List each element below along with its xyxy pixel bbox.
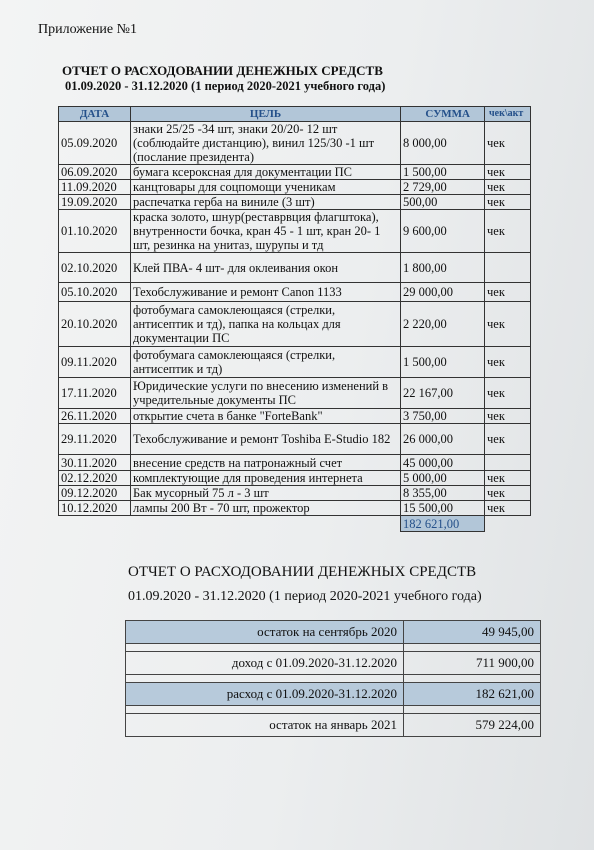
appendix-label: Приложение №1 (38, 22, 137, 37)
date-cell: 20.10.2020 (59, 302, 131, 347)
amount-cell: 22 167,00 (401, 378, 485, 409)
table-row (59, 253, 531, 283)
purpose-cell: Клей ПВА- 4 шт- для оклеивания окон (131, 253, 401, 283)
summary-row-income (126, 652, 541, 675)
table-row (59, 378, 531, 409)
summary-value: 711 900,00 (404, 652, 541, 675)
purpose-cell: внесение средств на патронажный счет (131, 455, 401, 471)
amount-cell: 5 000,00 (401, 471, 485, 486)
table-row (59, 486, 531, 501)
document-cell: чек (485, 180, 531, 195)
table-row (59, 122, 531, 165)
table-row (59, 455, 531, 471)
amount-cell: 8 000,00 (401, 122, 485, 165)
summary-value: 579 224,00 (404, 714, 541, 737)
document-cell: чек (485, 283, 531, 302)
table-row (59, 409, 531, 424)
amount-cell: 26 000,00 (401, 424, 485, 455)
document-cell: чек (485, 122, 531, 165)
document-cell: чек (485, 165, 531, 180)
document-cell: чек (485, 471, 531, 486)
purpose-cell: лампы 200 Вт - 70 шт, прожектор (131, 501, 401, 516)
date-cell: 11.09.2020 (59, 180, 131, 195)
date-cell: 02.10.2020 (59, 253, 131, 283)
date-cell: 02.12.2020 (59, 471, 131, 486)
summary-table (125, 620, 541, 737)
summary-label: остаток на сентябрь 2020 (126, 621, 404, 644)
document-cell: чек (485, 378, 531, 409)
table-row (59, 283, 531, 302)
amount-cell: 2 729,00 (401, 180, 485, 195)
amount-cell: 29 000,00 (401, 283, 485, 302)
table-row (59, 165, 531, 180)
amount-cell: 2 220,00 (401, 302, 485, 347)
column-header-date: ДАТА (59, 107, 131, 122)
purpose-cell: краска золото, шнур(реставрвция флагштока), внутренности бочка, кран 45 - 1 шт, кран 20- 1 шт, резинка на унитаз, шурупы и тд (131, 210, 401, 253)
table-row (59, 424, 531, 455)
purpose-cell: бумага ксероксная для документации ПС (131, 165, 401, 180)
table-row (59, 210, 531, 253)
amount-cell: 1 500,00 (401, 165, 485, 180)
date-cell: 09.11.2020 (59, 347, 131, 378)
document-cell: чек (485, 347, 531, 378)
document-cell: чек (485, 302, 531, 347)
summary-label: доход с 01.09.2020-31.12.2020 (126, 652, 404, 675)
date-cell: 30.11.2020 (59, 455, 131, 471)
report-period: 01.09.2020 - 31.12.2020 (1 период 2020-2021 учебного года) (65, 79, 386, 93)
purpose-cell: Техобслуживание и ремонт Toshiba E-Studio 182 (131, 424, 401, 455)
table-row (59, 195, 531, 210)
amount-cell: 9 600,00 (401, 210, 485, 253)
amount-cell: 1 500,00 (401, 347, 485, 378)
purpose-cell: Техобслуживание и ремонт Canon 1133 (131, 283, 401, 302)
purpose-cell: распечатка герба на виниле (3 шт) (131, 195, 401, 210)
summary-label: остаток на январь 2021 (126, 714, 404, 737)
summary-period: 01.09.2020 - 31.12.2020 (1 период 2020-2021 учебного года) (128, 589, 482, 604)
total-amount: 182 621,00 (401, 516, 485, 532)
expenses-table (58, 106, 531, 532)
summary-row-expense (126, 683, 541, 706)
purpose-cell: Бак мусорный 75 л - 3 шт (131, 486, 401, 501)
purpose-cell: комплектующие для проведения интернета (131, 471, 401, 486)
document-cell: чек (485, 210, 531, 253)
summary-label: расход с 01.09.2020-31.12.2020 (126, 683, 404, 706)
purpose-cell: знаки 25/25 -34 шт, знаки 20/20- 12 шт (соблюдайте дистанцию), винил 125/30 -1 шт (послание президента) (131, 122, 401, 165)
amount-cell: 15 500,00 (401, 501, 485, 516)
date-cell: 01.10.2020 (59, 210, 131, 253)
report-title: ОТЧЕТ О РАСХОДОВАНИИ ДЕНЕЖНЫХ СРЕДСТВ (62, 63, 383, 78)
date-cell: 26.11.2020 (59, 409, 131, 424)
document-cell: чек (485, 486, 531, 501)
table-row (59, 471, 531, 486)
column-header-purpose: ЦЕЛЬ (131, 107, 401, 122)
document-cell: чек (485, 409, 531, 424)
table-row (59, 501, 531, 516)
amount-cell: 8 355,00 (401, 486, 485, 501)
date-cell: 17.11.2020 (59, 378, 131, 409)
summary-value: 49 945,00 (404, 621, 541, 644)
date-cell: 10.12.2020 (59, 501, 131, 516)
purpose-cell: канцтовары для соцпомощи ученикам (131, 180, 401, 195)
document-cell: чек (485, 424, 531, 455)
summary-title: ОТЧЕТ О РАСХОДОВАНИИ ДЕНЕЖНЫХ СРЕДСТВ (128, 564, 477, 580)
amount-cell: 500,00 (401, 195, 485, 210)
table-header-row (59, 107, 531, 122)
summary-value: 182 621,00 (404, 683, 541, 706)
table-row (59, 302, 531, 347)
summary-row-closing-balance (126, 714, 541, 737)
purpose-cell: открытие счета в банке "ForteBank" (131, 409, 401, 424)
amount-cell: 1 800,00 (401, 253, 485, 283)
date-cell: 05.09.2020 (59, 122, 131, 165)
summary-row-opening-balance (126, 621, 541, 644)
date-cell: 19.09.2020 (59, 195, 131, 210)
document-cell: чек (485, 195, 531, 210)
date-cell: 29.11.2020 (59, 424, 131, 455)
date-cell: 09.12.2020 (59, 486, 131, 501)
document-cell (485, 253, 531, 283)
purpose-cell: Юридические услуги по внесению изменений в учредительные документы ПС (131, 378, 401, 409)
amount-cell: 3 750,00 (401, 409, 485, 424)
amount-cell: 45 000,00 (401, 455, 485, 471)
table-row (59, 180, 531, 195)
date-cell: 05.10.2020 (59, 283, 131, 302)
column-header-document: чек\акт (485, 107, 531, 122)
table-row (59, 347, 531, 378)
total-row (59, 516, 531, 532)
document-cell (485, 455, 531, 471)
purpose-cell: фотобумага самоклеющаяся (стрелки, антисептик и тд), папка на кольцах для документации ПС (131, 302, 401, 347)
column-header-amount: СУММА (401, 107, 485, 122)
purpose-cell: фотобумага самоклеющаяся (стрелки, антисептик и тд) (131, 347, 401, 378)
date-cell: 06.09.2020 (59, 165, 131, 180)
document-cell: чек (485, 501, 531, 516)
